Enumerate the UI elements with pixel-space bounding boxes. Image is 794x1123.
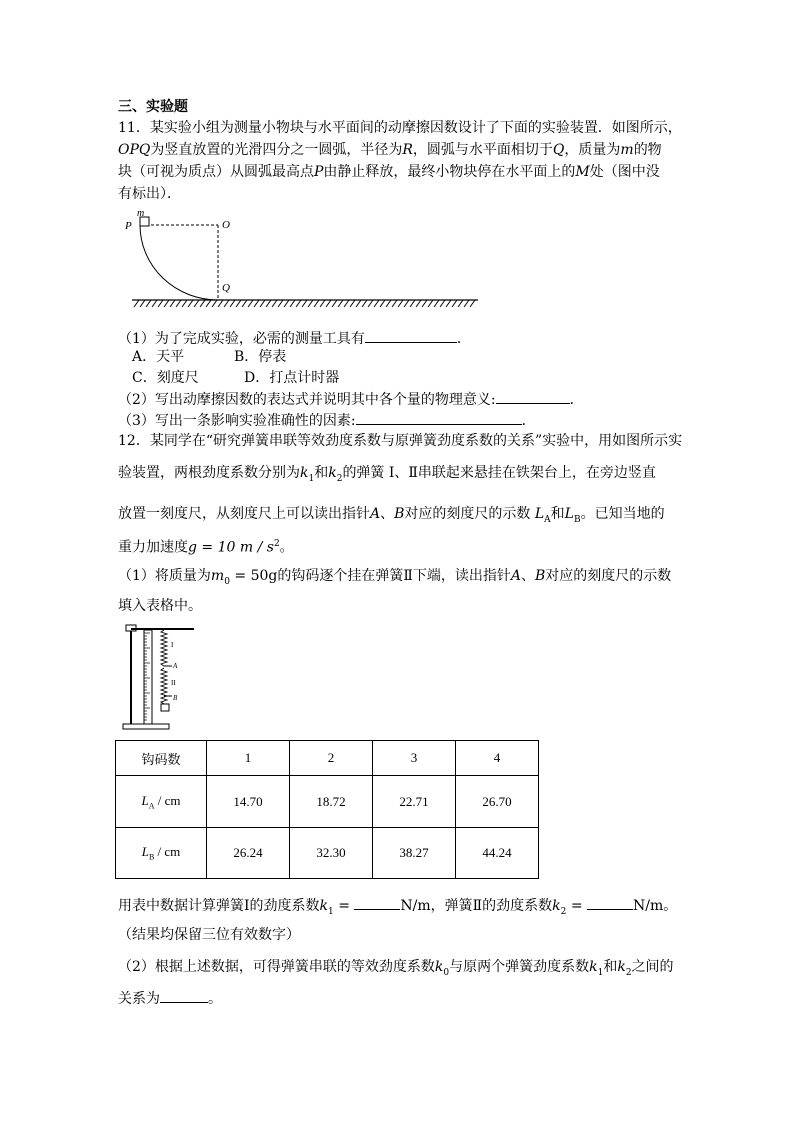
answer-blank-relation[interactable] <box>160 988 208 1003</box>
spring-apparatus-figure <box>118 620 198 736</box>
answer-blank-3[interactable] <box>356 410 522 425</box>
hook-weight <box>161 704 169 711</box>
label-Q: Q <box>222 282 230 294</box>
q12-line-1: 12．某同学在“研究弹簧串联等效劲度系数与原弹簧劲度系数的关系”实验中，用如图所示实 <box>118 433 683 449</box>
table-header-row <box>116 741 539 776</box>
q11-sub-2: （2）写出动摩擦因数的表达式并说明其中各个量的物理意义: ． <box>118 389 584 410</box>
label-B: B <box>173 694 178 702</box>
q11-sub-1: （1）为了完成实验，必需的测量工具有 ． <box>118 328 471 349</box>
ground-hatching <box>134 300 475 307</box>
q12-line-3: 放置一刻度尺，从刻度尺上可以读出指针A、B对应的刻度尺的示数 $L_A$和$L_B$。已知当地的 <box>118 506 665 525</box>
table-cell: 32.30 <box>290 828 373 879</box>
answer-blank-k1[interactable] <box>354 895 400 910</box>
row-label-LB: $L_B$ / cm <box>116 828 207 879</box>
spring-I <box>161 630 167 666</box>
q12-sub-2-line-2: 关系为 。 <box>118 988 222 1009</box>
table-cell: 26.70 <box>456 776 539 828</box>
q11-line-2: OPQ为竖直放置的光滑四分之一圆弧，半径为R，圆弧与水平面相切于Q，质量为m的物 <box>118 142 662 158</box>
answer-blank-1[interactable] <box>365 328 457 343</box>
q12-sub-2: （2）根据上述数据，可得弹簧串联的等效劲度系数$k_0$与原两个弹簧劲度系数$k_1$和$k_2$之间的 <box>118 959 674 978</box>
table-cell: 44.24 <box>456 828 539 879</box>
label-O: O <box>222 219 230 231</box>
q12-calc-line: 用表中数据计算弹簧Ⅰ的劲度系数$k_1 = N/m$，弹簧Ⅱ的劲度系数$k_2 = N/m$。 <box>118 895 677 922</box>
arc-apparatus-figure <box>120 205 490 310</box>
q12-note: （结果均保留三位有效数字） <box>118 927 300 943</box>
table-header-cell: 2 <box>290 741 373 776</box>
option-C: C．刻度尺 <box>132 370 199 386</box>
table-cell: 22.71 <box>373 776 456 828</box>
option-D: D．打点计时器 <box>244 370 340 386</box>
data-table <box>115 740 539 879</box>
option-A: A．天平 <box>132 349 185 365</box>
table-header-cell: 4 <box>456 741 539 776</box>
answer-blank-k2[interactable] <box>587 895 633 910</box>
ruler <box>144 630 152 724</box>
label-A: A <box>173 662 178 670</box>
q11-line-3: 块（可视为质点）从圆弧最高点P由静止释放，最终小物块停在水平面上的M处（图中没 <box>118 164 660 180</box>
table-cell: 26.24 <box>207 828 290 879</box>
q11-sub-3: （3）写出一条影响实验准确性的因素: ． <box>118 410 536 431</box>
option-B: B．停表 <box>234 349 287 365</box>
q12-sub-1-line-2: 填入表格中。 <box>118 598 202 614</box>
q11-line-1: 11．某实验小组为测量小物块与水平面间的动摩擦因数设计了下面的实验装置．如图所示， <box>118 120 682 136</box>
table-row <box>116 776 539 828</box>
table-header-cell: 钩码数 <box>116 741 207 776</box>
label-P: P <box>125 220 132 232</box>
table-row <box>116 828 539 879</box>
spring-II <box>161 668 167 704</box>
label-m: m <box>137 208 145 219</box>
table-header-cell: 3 <box>373 741 456 776</box>
table-header-cell: 1 <box>207 741 290 776</box>
section-title: 三、实验题 <box>118 99 188 115</box>
q12-line-2: 验装置，两根劲度系数分别为$k_1$和$k_2$的弹簧 Ⅰ、Ⅱ串联起来悬挂在铁架台上，在旁边竖直 <box>118 465 656 484</box>
q12-line-4: 重力加速度g = 10 m / $s^2$。 <box>118 539 294 556</box>
label-spring-II: II <box>171 679 176 687</box>
q12-sub-1: （1）将质量为$m_0 = 50g$的钩码逐个挂在弹簧Ⅱ下端，读出指针A、B对应的刻度尺的示数 <box>118 568 672 587</box>
table-cell: 18.72 <box>290 776 373 828</box>
table-cell: 38.27 <box>373 828 456 879</box>
table-cell: 14.70 <box>207 776 290 828</box>
row-label-LA: $L_A$ / cm <box>116 776 207 828</box>
answer-blank-2[interactable] <box>496 389 570 404</box>
label-spring-I: I <box>171 641 174 649</box>
q11-line-4: 有标出）． <box>118 186 181 202</box>
